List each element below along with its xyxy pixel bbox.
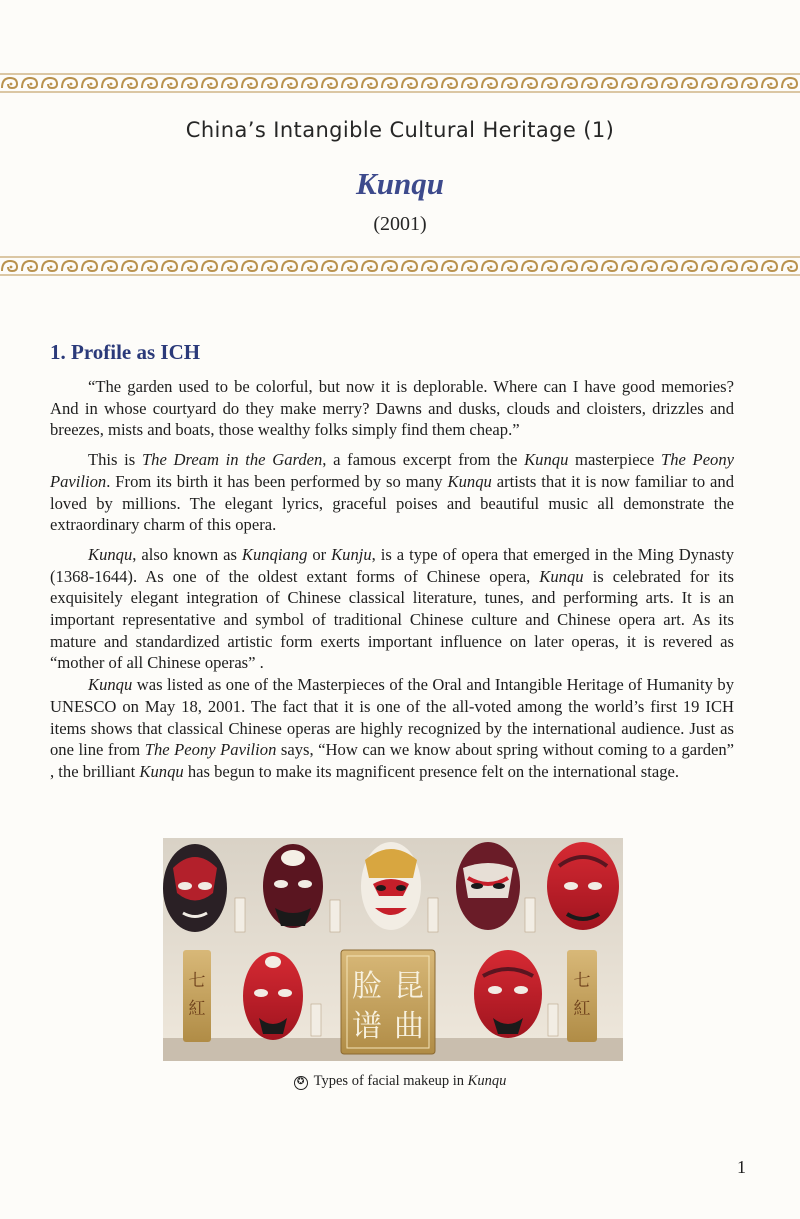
italic-term: Kunqu [524,450,569,470]
year-label: (2001) [373,213,427,235]
paragraph-1: “The garden used to be colorful, but now it is deplorable. Where can I have good memories? And in whose courtyard do they make merry? Dawns and dusks, clouds and cloisters, drizzles and breezes, mists and boats, those wealthy folks simply find them cheap.” [50,377,734,440]
text-span: says, “How can we know about spring without coming to a garden” , the brilliant [50,740,735,781]
sign-char: 脸 [352,969,382,1004]
italic-term: Kunqu [447,471,492,491]
paragraph-2 [50,449,734,536]
text-span: , is a type of opera that emerged in the Ming Dynasty (1368-1644). As one of the oldest extant forms of Chinese opera, [50,544,735,586]
italic-term: Kunqu [139,761,184,781]
text-span: This is [88,450,142,470]
text-span: is celebrated for its exquisitely elegant integration of Chinese classical literature, tunes, and performing arts. It is an important representative and symbol of traditional Chinese culture and Chinese opera art. As its mature and standardized artistic form exerts important influence on later operas, it is revered as “mother of all Chinese operas” . [50,566,734,673]
decorative-border-bottom [0,255,800,277]
mask-icon [243,952,303,1040]
text-span: . From its birth it has been performed by so many [106,471,448,491]
italic-term: Kunqu [88,675,133,695]
italic-title: The Peony Pavilion [144,740,277,760]
text-span: has begun to make its magnificent presence felt on the international stage. [183,761,680,781]
italic-title: The Dream in the Garden [141,450,323,470]
text-span: , a famous excerpt from the [322,450,525,470]
caption-text: Types of facial makeup in [313,1073,468,1089]
page-number: 1 [737,1157,746,1177]
italic-term: Kunqu [539,566,584,586]
star-circle-icon: ✪ [294,1076,308,1090]
gold-panel-left [183,950,211,1042]
mask-icon [163,844,227,932]
mask-icon [474,950,542,1038]
mask-icon [456,842,520,930]
section-heading: 1. Profile as ICH [50,340,201,364]
panel-char: 紅 [188,999,206,1019]
kunqu-sign [341,950,435,1054]
figure-caption [0,1073,800,1090]
sign-char: 谱 [352,1009,382,1044]
page-title: Kunqu [356,166,444,201]
mask-icon [547,842,619,930]
text-span: , also known as [132,544,242,564]
caption-italic: Kunqu [467,1073,507,1089]
text-span: was listed as one of the Masterpieces of the Oral and Intangible Heritage of Humanity by UNESCO on May 18, 2001. The fact that it is one of the all-voted among the world’s first 19 ICH items shows that classical Chinese operas are highly recognized by the international audience. Just as one line from [50,675,734,760]
gold-panel-right [567,950,597,1042]
decorative-border-top [0,72,800,94]
paragraph-4 [50,674,734,783]
italic-title: The Peony Pavilion [50,450,735,491]
mask-icon [263,844,323,928]
sign-char: 曲 [394,1009,424,1044]
mask-icon [361,842,421,930]
text-span: artists that it is now familiar to and loved by millions. The elegant lyrics, graceful poises and beautiful music all demonstrate the extraordinary charm of this opera. [50,471,734,535]
sign-char: 昆 [394,969,424,1004]
mask-photo-illustration [163,838,623,1061]
italic-term: Kunqu [88,544,133,564]
italic-term: Kunqiang [241,544,308,564]
body-text [50,376,734,791]
text-span: masterpiece [568,450,661,470]
italic-term: Kunju [331,544,372,564]
mask-photo [163,838,623,1061]
panel-char: 紅 [573,999,591,1019]
text-span: or [307,544,332,564]
paragraph-3 [50,544,734,674]
panel-char: 七 [573,971,591,991]
panel-char: 七 [188,971,206,991]
series-title: China’s Intangible Cultural Heritage (1) [185,118,615,142]
